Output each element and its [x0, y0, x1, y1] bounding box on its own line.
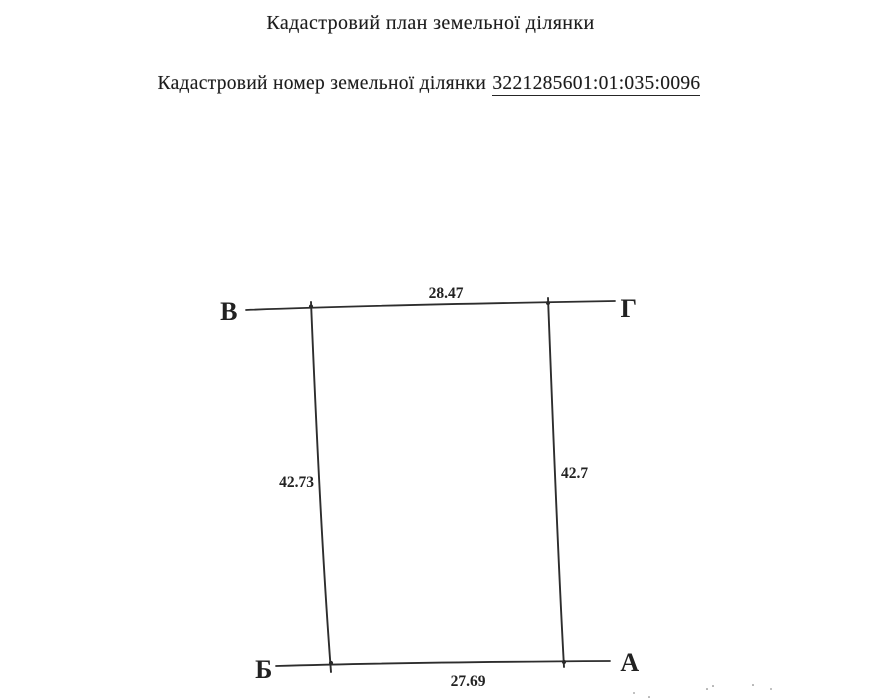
- corner-point-top-right: [546, 301, 550, 305]
- scan-speck: [770, 688, 772, 690]
- corner-label-g: Г: [620, 294, 638, 323]
- cadastral-number-value: 3221285601:01:035:0096: [492, 73, 701, 94]
- parcel-side-right-line: [548, 298, 564, 667]
- length-bottom: 27.69: [450, 673, 486, 690]
- parcel-side-left-line: [311, 302, 331, 672]
- corner-point-bottom-right: [562, 660, 566, 664]
- length-left: 42.73: [279, 474, 314, 491]
- length-top: 28.47: [428, 285, 464, 302]
- document-title: Кадастровий план земельної ділянки: [266, 12, 595, 34]
- parcel-side-bottom-line: [276, 661, 610, 666]
- parcel-side-top-line: [246, 301, 615, 310]
- scan-speck: [648, 696, 650, 698]
- corner-label-v: В: [220, 297, 238, 326]
- corner-label-a: А: [620, 648, 640, 677]
- scan-speck: [706, 688, 708, 690]
- corner-point-bottom-left: [329, 661, 333, 665]
- scan-speck: [712, 685, 714, 687]
- cadastral-number-label: Кадастровий номер земельної ділянки: [157, 73, 487, 94]
- corner-label-b: Б: [255, 655, 273, 684]
- scan-speck: [633, 692, 635, 694]
- length-right: 42.7: [561, 465, 589, 482]
- corner-point-top-left: [309, 304, 313, 308]
- scan-speck: [752, 684, 754, 686]
